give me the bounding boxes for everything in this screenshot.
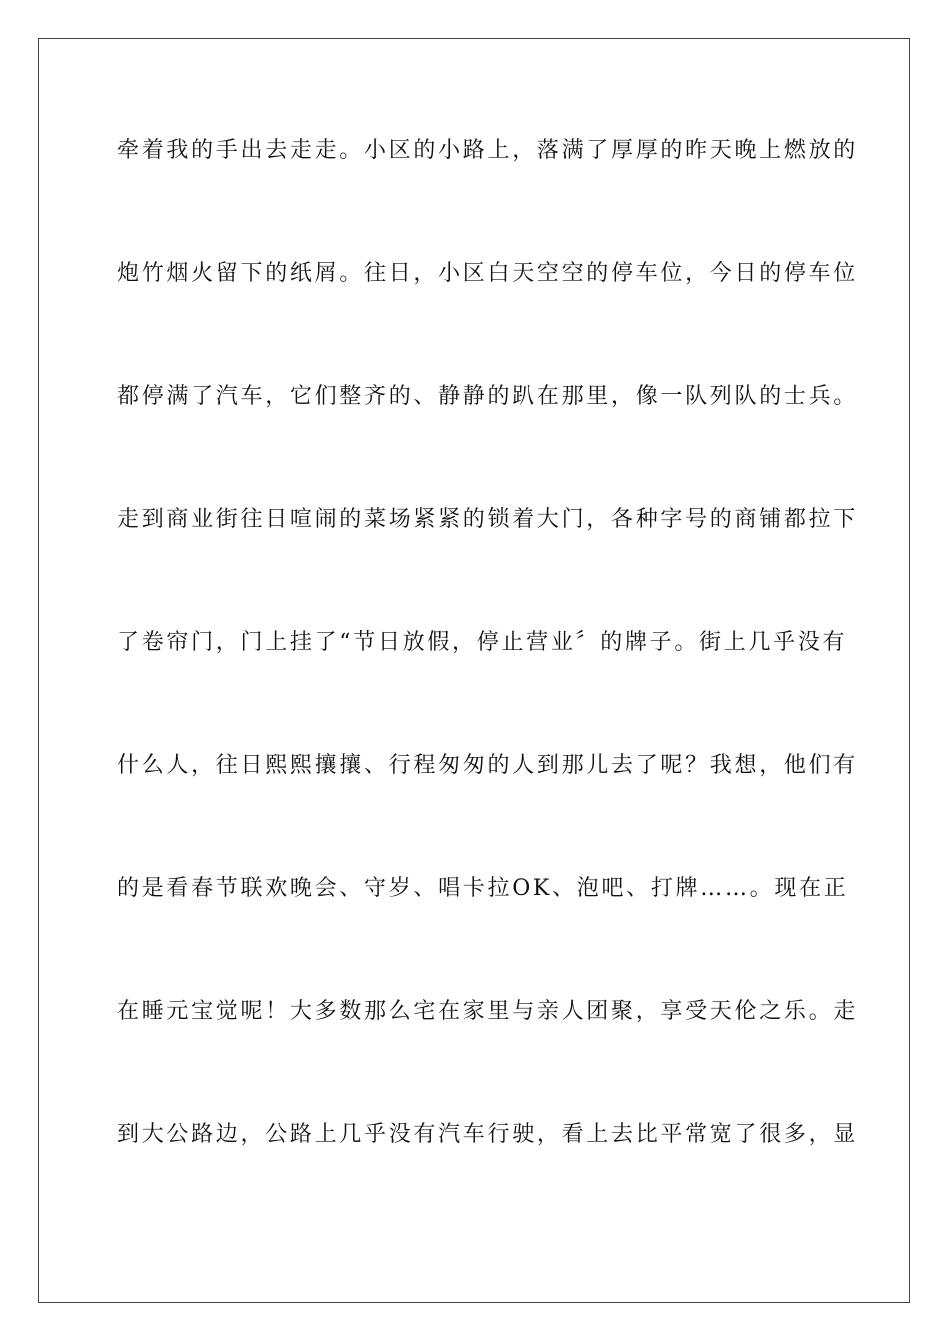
paragraph-line-3: 都停满了汽车，它们整齐的、静静的趴在那里，像一队列队的士兵。 — [117, 384, 859, 409]
page-frame — [38, 38, 910, 1303]
paragraph-line-5: 了卷帘门，门上挂了“节日放假，停止营业〞的牌子。街上几乎没有 — [117, 630, 848, 655]
paragraph-line-9: 到大公路边，公路上几乎没有汽车行驶，看上去比平常宽了很多，显 — [117, 1122, 859, 1147]
paragraph-line-1: 牵着我的手出去走走。小区的小路上，落满了厚厚的昨天晚上燃放的 — [117, 138, 859, 163]
paragraph-line-8: 在睡元宝觉呢！大多数那么宅在家里与亲人团聚，享受天伦之乐。走 — [117, 999, 859, 1024]
paragraph-line-7: 的是看春节联欢晚会、守岁、唱卡拉OK、泡吧、打牌……。现在正 — [117, 876, 849, 901]
paragraph-line-2: 炮竹烟火留下的纸屑。往日，小区白天空空的停车位，今日的停车位 — [117, 261, 859, 286]
paragraph-line-4: 走到商业街往日喧闹的菜场紧紧的锁着大门，各种字号的商铺都拉下 — [117, 507, 859, 532]
paragraph-line-6: 什么人，往日熙熙攘攘、行程匆匆的人到那儿去了呢？我想，他们有 — [117, 753, 859, 778]
